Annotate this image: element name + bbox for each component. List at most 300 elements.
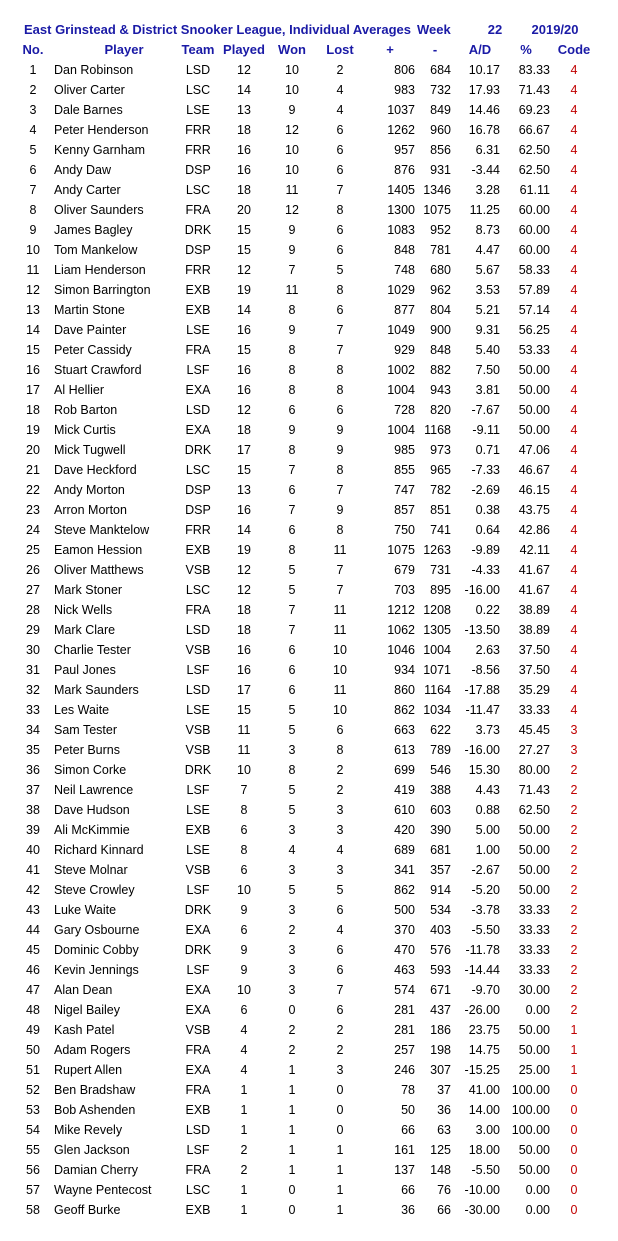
table-row — [20, 1200, 606, 1220]
cell-minus: 851 — [430, 503, 451, 517]
cell-minus: 66 — [437, 1203, 451, 1217]
table-row — [20, 440, 606, 460]
cell-lost: 1 — [336, 1143, 344, 1157]
cell-pct: 80.00 — [518, 763, 550, 777]
cell-played: 16 — [237, 163, 251, 177]
cell-won: 1 — [288, 1063, 296, 1077]
cell-ad: 3.81 — [475, 383, 500, 397]
cell-ad: -9.11 — [472, 423, 500, 437]
cell-lost: 3 — [336, 1063, 344, 1077]
cell-won: 12 — [285, 123, 299, 137]
cell-plus: 1049 — [387, 323, 415, 337]
cell-lost: 7 — [336, 563, 344, 577]
cell-team: LSC — [185, 1183, 211, 1197]
cell-player: Glen Jackson — [54, 1143, 130, 1157]
week-number: 22 — [487, 22, 503, 37]
cell-pct: 62.50 — [518, 163, 550, 177]
cell-plus: 137 — [394, 1163, 415, 1177]
cell-lost: 11 — [333, 683, 347, 697]
cell-played: 12 — [237, 563, 251, 577]
cell-pct: 69.23 — [518, 103, 550, 117]
cell-plus: 747 — [394, 483, 415, 497]
cell-code: 4 — [570, 283, 578, 297]
table-row — [20, 140, 606, 160]
cell-won: 6 — [288, 483, 296, 497]
cell-ad: 4.47 — [475, 243, 500, 257]
table-row — [20, 1140, 606, 1160]
table-row — [20, 400, 606, 420]
cell-code: 2 — [570, 783, 578, 797]
cell-no: 28 — [26, 603, 40, 617]
cell-pct: 41.67 — [518, 563, 550, 577]
cell-lost: 7 — [336, 183, 344, 197]
cell-team: EXB — [185, 1203, 211, 1217]
cell-ad: 0.38 — [475, 503, 500, 517]
table-row — [20, 1060, 606, 1080]
cell-played: 12 — [237, 403, 251, 417]
cell-played: 4 — [240, 1063, 248, 1077]
cell-pct: 71.43 — [518, 783, 550, 797]
cell-code: 4 — [570, 643, 578, 657]
cell-minus: 593 — [430, 963, 451, 977]
cell-minus: 1075 — [423, 203, 451, 217]
table-row — [20, 560, 606, 580]
cell-minus: 388 — [430, 783, 451, 797]
cell-plus: 750 — [394, 523, 415, 537]
cell-pct: 38.89 — [518, 603, 550, 617]
cell-player: Dominic Cobby — [54, 943, 139, 957]
cell-minus: 895 — [430, 583, 451, 597]
cell-team: DRK — [184, 443, 212, 457]
cell-lost: 4 — [336, 843, 344, 857]
cell-code: 4 — [570, 623, 578, 637]
cell-plus: 857 — [394, 503, 415, 517]
cell-played: 6 — [240, 923, 248, 937]
cell-lost: 7 — [336, 583, 344, 597]
cell-won: 7 — [288, 263, 296, 277]
cell-plus: 877 — [394, 303, 415, 317]
cell-no: 23 — [26, 503, 40, 517]
cell-pct: 27.27 — [518, 743, 550, 757]
cell-won: 1 — [288, 1083, 296, 1097]
cell-pct: 60.00 — [518, 203, 550, 217]
cell-played: 18 — [237, 123, 251, 137]
cell-plus: 66 — [401, 1183, 415, 1197]
table-row — [20, 780, 606, 800]
cell-pct: 33.33 — [518, 963, 550, 977]
cell-minus: 789 — [430, 743, 451, 757]
cell-pct: 50.00 — [518, 883, 550, 897]
header-player: Player — [104, 42, 144, 57]
cell-player: Mark Clare — [54, 623, 116, 637]
cell-no: 16 — [26, 363, 40, 377]
cell-won: 6 — [288, 643, 296, 657]
cell-pct: 66.67 — [518, 123, 550, 137]
cell-player: Oliver Carter — [54, 83, 125, 97]
cell-played: 15 — [237, 703, 251, 717]
cell-no: 44 — [26, 923, 40, 937]
cell-minus: 782 — [430, 483, 451, 497]
cell-won: 7 — [288, 503, 296, 517]
cell-minus: 1346 — [423, 183, 451, 197]
cell-lost: 2 — [336, 1043, 344, 1057]
cell-pct: 50.00 — [518, 823, 550, 837]
table-row — [20, 1100, 606, 1120]
cell-ad: -8.56 — [471, 663, 500, 677]
cell-code: 2 — [570, 983, 578, 997]
cell-team: EXB — [185, 543, 211, 557]
cell-pct: 71.43 — [518, 83, 550, 97]
cell-lost: 0 — [336, 1083, 344, 1097]
cell-won: 6 — [288, 683, 296, 697]
cell-team: LSE — [186, 323, 210, 337]
cell-code: 4 — [570, 423, 578, 437]
header-lost: Lost — [326, 42, 354, 57]
cell-team: LSC — [185, 183, 211, 197]
cell-no: 3 — [29, 103, 37, 117]
cell-ad: 5.00 — [475, 823, 500, 837]
header-won: Won — [278, 42, 306, 57]
cell-minus: 741 — [430, 523, 451, 537]
table-row — [20, 1160, 606, 1180]
cell-player: Dan Robinson — [54, 63, 134, 77]
cell-code: 2 — [570, 1003, 578, 1017]
cell-played: 15 — [237, 463, 251, 477]
cell-plus: 1212 — [387, 603, 415, 617]
cell-played: 17 — [237, 683, 251, 697]
cell-ad: -30.00 — [464, 1203, 500, 1217]
cell-played: 11 — [237, 723, 251, 737]
cell-plus: 1262 — [387, 123, 415, 137]
cell-player: Andy Daw — [54, 163, 111, 177]
cell-code: 4 — [570, 403, 578, 417]
cell-played: 9 — [240, 903, 248, 917]
cell-played: 16 — [237, 143, 251, 157]
cell-no: 49 — [26, 1023, 40, 1037]
cell-team: FRR — [185, 263, 211, 277]
cell-team: DSP — [185, 163, 211, 177]
cell-ad: 8.73 — [475, 223, 500, 237]
cell-code: 1 — [570, 1063, 578, 1077]
cell-player: Andy Morton — [54, 483, 125, 497]
cell-ad: 16.78 — [468, 123, 500, 137]
cell-pct: 56.25 — [518, 323, 550, 337]
cell-plus: 613 — [394, 743, 415, 757]
cell-no: 24 — [26, 523, 40, 537]
cell-plus: 419 — [394, 783, 415, 797]
cell-lost: 2 — [336, 783, 344, 797]
cell-pct: 60.00 — [518, 223, 550, 237]
table-row — [20, 160, 606, 180]
cell-lost: 5 — [336, 883, 344, 897]
cell-lost: 8 — [336, 743, 344, 757]
cell-code: 4 — [570, 703, 578, 717]
cell-ad: 11.25 — [469, 203, 500, 217]
cell-minus: 849 — [430, 103, 451, 117]
cell-won: 3 — [288, 823, 296, 837]
cell-won: 9 — [288, 103, 296, 117]
table-row — [20, 660, 606, 680]
cell-code: 4 — [570, 543, 578, 557]
cell-ad: 3.73 — [475, 723, 500, 737]
cell-plus: 36 — [401, 1203, 415, 1217]
cell-player: Kash Patel — [54, 1023, 115, 1037]
cell-lost: 7 — [336, 483, 344, 497]
cell-player: Mike Revely — [54, 1123, 123, 1137]
cell-code: 4 — [570, 583, 578, 597]
cell-played: 7 — [240, 783, 248, 797]
cell-team: LSF — [186, 963, 210, 977]
cell-team: FRA — [185, 1163, 211, 1177]
cell-pct: 100.00 — [511, 1103, 550, 1117]
table-row — [20, 840, 606, 860]
cell-minus: 1004 — [423, 643, 451, 657]
cell-lost: 10 — [333, 703, 347, 717]
cell-won: 1 — [288, 1103, 296, 1117]
cell-won: 5 — [288, 883, 296, 897]
cell-player: Dave Painter — [54, 323, 127, 337]
cell-pct: 57.14 — [518, 303, 550, 317]
cell-won: 3 — [288, 903, 296, 917]
cell-code: 2 — [570, 803, 578, 817]
cell-team: DRK — [184, 903, 212, 917]
cell-won: 10 — [285, 83, 299, 97]
cell-code: 4 — [570, 303, 578, 317]
table-row — [20, 680, 606, 700]
header-no: No. — [22, 42, 44, 57]
cell-minus: 125 — [430, 1143, 451, 1157]
cell-played: 18 — [237, 183, 251, 197]
cell-player: Mark Stoner — [54, 583, 123, 597]
cell-won: 5 — [288, 703, 296, 717]
cell-plus: 934 — [394, 663, 415, 677]
cell-ad: 0.22 — [475, 603, 500, 617]
cell-played: 8 — [240, 803, 248, 817]
cell-lost: 1 — [336, 1203, 344, 1217]
cell-ad: -17.88 — [464, 683, 500, 697]
table-row — [20, 260, 606, 280]
cell-lost: 8 — [336, 363, 344, 377]
cell-won: 0 — [288, 1203, 296, 1217]
cell-code: 4 — [570, 203, 578, 217]
cell-ad: 0.64 — [475, 523, 500, 537]
cell-player: Tom Mankelow — [54, 243, 138, 257]
cell-pct: 0.00 — [525, 1203, 550, 1217]
table-row — [20, 920, 606, 940]
cell-played: 14 — [237, 303, 251, 317]
cell-minus: 820 — [430, 403, 451, 417]
cell-plus: 1004 — [387, 383, 415, 397]
cell-played: 11 — [237, 743, 251, 757]
cell-minus: 684 — [430, 63, 451, 77]
cell-won: 1 — [288, 1163, 296, 1177]
table-row — [20, 280, 606, 300]
cell-no: 8 — [29, 203, 37, 217]
cell-played: 9 — [240, 943, 248, 957]
cell-plus: 983 — [394, 83, 415, 97]
cell-minus: 1071 — [423, 663, 451, 677]
cell-no: 21 — [26, 463, 40, 477]
cell-lost: 5 — [336, 263, 344, 277]
cell-plus: 420 — [394, 823, 415, 837]
cell-lost: 8 — [336, 383, 344, 397]
cell-team: EXA — [185, 423, 211, 437]
cell-team: LSE — [186, 843, 210, 857]
cell-no: 40 — [26, 843, 40, 857]
cell-ad: -16.00 — [464, 743, 500, 757]
cell-pct: 30.00 — [518, 983, 550, 997]
cell-ad: -16.00 — [464, 583, 500, 597]
cell-played: 1 — [240, 1183, 248, 1197]
cell-plus: 281 — [394, 1023, 415, 1037]
table-row — [20, 1040, 606, 1060]
cell-lost: 11 — [333, 623, 347, 637]
cell-minus: 781 — [430, 243, 451, 257]
table-row — [20, 760, 606, 780]
cell-code: 3 — [570, 723, 578, 737]
cell-played: 19 — [237, 543, 251, 557]
header-played: Played — [223, 42, 265, 57]
cell-team: EXA — [185, 923, 211, 937]
cell-player: Kenny Garnham — [54, 143, 146, 157]
season: 2019/20 — [531, 22, 579, 37]
cell-plus: 281 — [394, 1003, 415, 1017]
cell-team: VSB — [185, 863, 211, 877]
cell-ad: 0.88 — [475, 803, 500, 817]
cell-code: 4 — [570, 663, 578, 677]
cell-ad: -4.33 — [471, 563, 500, 577]
cell-player: Alan Dean — [54, 983, 113, 997]
cell-player: Oliver Saunders — [54, 203, 144, 217]
cell-code: 0 — [570, 1203, 578, 1217]
cell-ad: 14.75 — [468, 1043, 500, 1057]
cell-won: 8 — [288, 303, 296, 317]
cell-won: 5 — [288, 783, 296, 797]
cell-ad: 14.46 — [468, 103, 500, 117]
cell-code: 4 — [570, 163, 578, 177]
cell-played: 1 — [240, 1083, 248, 1097]
cell-ad: -9.70 — [471, 983, 500, 997]
cell-pct: 45.45 — [518, 723, 550, 737]
cell-minus: 437 — [430, 1003, 451, 1017]
cell-pct: 50.00 — [518, 863, 550, 877]
cell-team: LSD — [185, 403, 211, 417]
cell-played: 9 — [240, 963, 248, 977]
cell-player: Oliver Matthews — [54, 563, 144, 577]
cell-pct: 50.00 — [518, 403, 550, 417]
table-row — [20, 900, 606, 920]
cell-code: 4 — [570, 223, 578, 237]
cell-code: 1 — [570, 1043, 578, 1057]
cell-minus: 671 — [430, 983, 451, 997]
cell-played: 12 — [237, 263, 251, 277]
cell-won: 6 — [288, 523, 296, 537]
cell-code: 4 — [570, 483, 578, 497]
cell-lost: 3 — [336, 863, 344, 877]
cell-ad: -5.50 — [471, 1163, 500, 1177]
cell-minus: 198 — [430, 1043, 451, 1057]
cell-played: 2 — [240, 1163, 248, 1177]
cell-team: VSB — [185, 723, 211, 737]
cell-won: 1 — [288, 1123, 296, 1137]
averages-table-body — [20, 60, 606, 1220]
cell-no: 36 — [26, 763, 40, 777]
cell-player: Steve Manktelow — [54, 523, 150, 537]
cell-player: Sam Tester — [54, 723, 117, 737]
cell-player: Mark Saunders — [54, 683, 139, 697]
cell-pct: 60.00 — [518, 243, 550, 257]
cell-team: VSB — [185, 563, 211, 577]
cell-lost: 9 — [336, 423, 344, 437]
cell-no: 26 — [26, 563, 40, 577]
cell-no: 27 — [26, 583, 40, 597]
cell-played: 18 — [237, 603, 251, 617]
cell-lost: 6 — [336, 943, 344, 957]
cell-code: 4 — [570, 683, 578, 697]
cell-won: 9 — [288, 323, 296, 337]
cell-team: FRA — [185, 1083, 211, 1097]
cell-code: 4 — [570, 463, 578, 477]
cell-ad: 5.21 — [475, 303, 500, 317]
cell-lost: 6 — [336, 303, 344, 317]
table-row — [20, 500, 606, 520]
cell-no: 51 — [26, 1063, 40, 1077]
cell-no: 15 — [26, 343, 40, 357]
cell-code: 4 — [570, 563, 578, 577]
cell-played: 13 — [237, 103, 251, 117]
cell-minus: 307 — [430, 1063, 451, 1077]
cell-player: Dale Barnes — [54, 103, 123, 117]
cell-played: 17 — [237, 443, 251, 457]
cell-minus: 900 — [430, 323, 451, 337]
cell-minus: 357 — [430, 863, 451, 877]
cell-player: Paul Jones — [54, 663, 116, 677]
cell-team: LSE — [186, 103, 210, 117]
cell-pct: 33.33 — [518, 903, 550, 917]
cell-player: Dave Hudson — [54, 803, 130, 817]
cell-lost: 4 — [336, 923, 344, 937]
cell-no: 42 — [26, 883, 40, 897]
cell-code: 4 — [570, 63, 578, 77]
cell-code: 4 — [570, 323, 578, 337]
cell-player: Peter Burns — [54, 743, 121, 757]
table-row — [20, 1120, 606, 1140]
cell-ad: 5.67 — [475, 263, 500, 277]
cell-plus: 470 — [394, 943, 415, 957]
cell-minus: 882 — [430, 363, 451, 377]
cell-minus: 546 — [430, 763, 451, 777]
cell-player: Charlie Tester — [54, 643, 131, 657]
cell-plus: 929 — [394, 343, 415, 357]
cell-plus: 1405 — [387, 183, 415, 197]
cell-ad: -9.89 — [471, 543, 500, 557]
cell-code: 2 — [570, 843, 578, 857]
cell-player: Martin Stone — [54, 303, 125, 317]
cell-ad: 9.31 — [475, 323, 500, 337]
cell-player: Kevin Jennings — [54, 963, 139, 977]
table-row — [20, 700, 606, 720]
cell-ad: -11.78 — [465, 943, 500, 957]
cell-played: 16 — [237, 383, 251, 397]
cell-player: Steve Crowley — [54, 883, 135, 897]
cell-lost: 8 — [336, 463, 344, 477]
header-plus: + — [386, 42, 394, 57]
table-row — [20, 120, 606, 140]
cell-no: 20 — [26, 443, 40, 457]
cell-pct: 50.00 — [518, 363, 550, 377]
cell-won: 11 — [285, 183, 299, 197]
cell-player: Dave Heckford — [54, 463, 137, 477]
